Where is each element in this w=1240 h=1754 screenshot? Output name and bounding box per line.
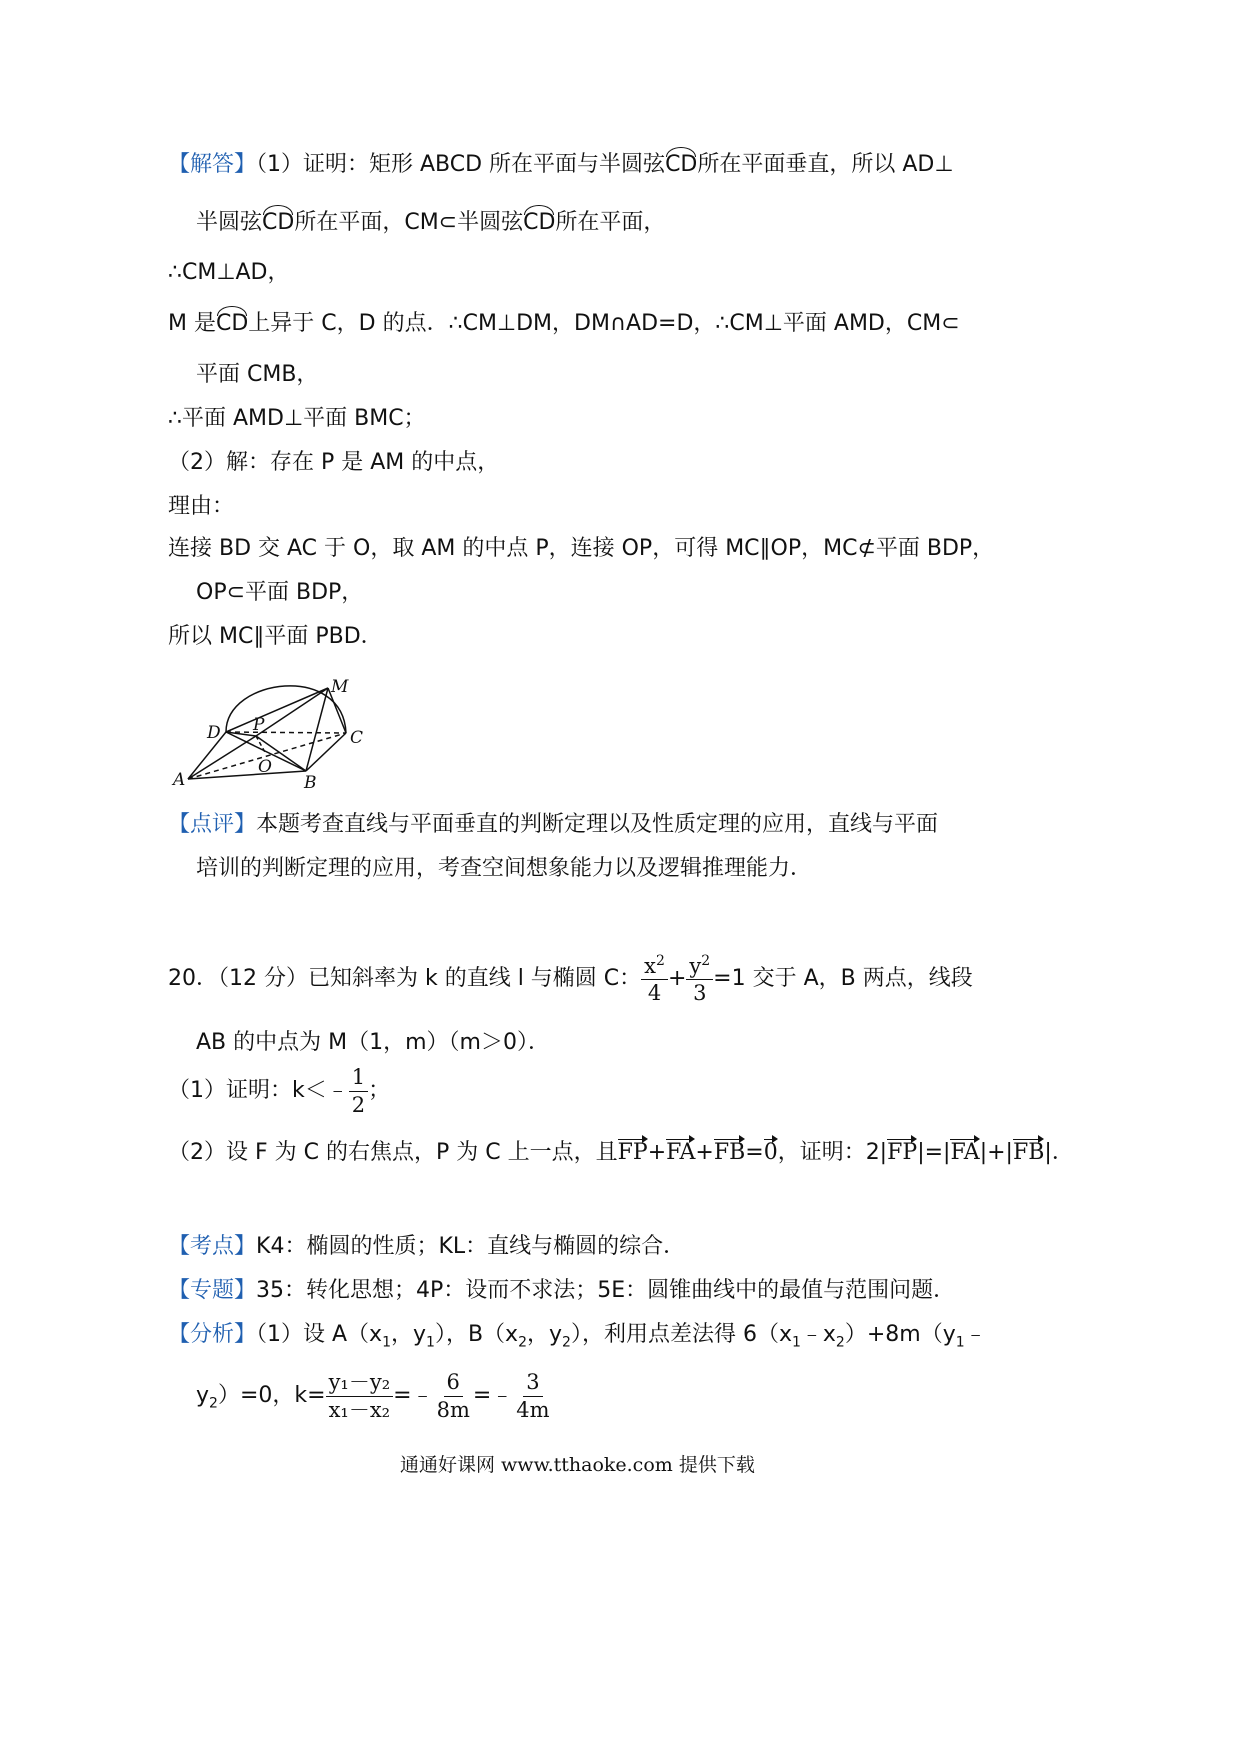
edge-dm (226, 688, 328, 732)
tag-answer: 【解答】 (168, 152, 257, 177)
vector-fb: FB (1012, 1140, 1045, 1165)
arc-cd: CD (665, 152, 698, 177)
fraction-one-half: $\frac{1}{2}$ (349, 1065, 368, 1116)
label-b: B (304, 773, 317, 793)
answer-line-11: 所以 MC∥平面 PBD． (168, 624, 383, 649)
fraction-y2-over-3: $\frac{y^2}{3}$ (686, 953, 713, 1005)
review-line-2: 培训的判断定理的应用，考查空间想象能力以及逻辑推理能力． (196, 856, 813, 881)
answer-line-9: 连接 BD 交 AC 于 O，取 AM 的中点 P，连接 OP，可得 MC∥OP，MC⊄平面 BDP， (168, 536, 995, 561)
q20-line-2: AB 的中点为 M（1，m）（m＞0）． (196, 1030, 550, 1055)
vector-fa: FA (666, 1140, 696, 1165)
answer-line-2: 半圆弦CD所在平面，CM⊂半圆弦CD所在平面， (196, 210, 666, 235)
q20-part-2: （2）设 F 为 C 的右焦点，P 为 C 上一点，且FP+FA+FB=0，证明：2|FP|=|FA|+|FB|． (168, 1140, 1074, 1165)
label-o: O (258, 757, 272, 777)
zhuanti-line: 【专题】35：转化思想；4P：设而不求法；5E：圆锥曲线中的最值与范围问题． (168, 1278, 956, 1303)
answer-line-7: （2）解：存在 P 是 AM 的中点， (168, 450, 500, 475)
edge-bc (306, 733, 346, 771)
answer-line-6: ∴平面 AMD⊥平面 BMC； (168, 406, 426, 431)
tag-review: 【点评】 (168, 812, 257, 837)
fraction-6-over-8m: $\frac{6}{8m}$ (436, 1370, 470, 1422)
arc-cd: CD (262, 210, 295, 235)
fraction-slope: $\frac{\text{y₁－y₂}}{\text{x₁－x₂}}$ (326, 1370, 394, 1421)
kaodian-line: 【考点】K4：椭圆的性质；KL：直线与椭圆的综合． (168, 1234, 686, 1259)
answer-line-3: ∴CM⊥AD， (168, 260, 290, 285)
label-m: M (331, 677, 349, 697)
tag-zhuanti: 【专题】 (168, 1278, 257, 1303)
answer-line-5: 平面 CMB， (196, 362, 319, 387)
q20-part-1: （1）证明：k＜﹣ $\frac{1}{2}$ ； (168, 1065, 391, 1117)
label-d: D (207, 723, 221, 743)
fenxi-line-1: 【分析】（1）设 $A(x_1$，$y_1$），$B(x_2$，$y_2$），利用点差法得 $6(x_1﹣x_2)+8m(y_1﹣$ (168, 1322, 987, 1351)
answer-line-1: 【解答】（1）证明：矩形 ABCD 所在平面与半圆弦CD所在平面垂直，所以 AD⊥ (168, 152, 954, 177)
answer-line-10: OP⊂平面 BDP， (196, 580, 364, 605)
answer-line-4: M 是CD上异于 C，D 的点．∴CM⊥DM，DM∩AD=D，∴CM⊥平面 AMD，CM⊂ (168, 311, 960, 336)
edge-ab (188, 771, 306, 779)
q20-line-1: 20．（12 分）已知斜率为 k 的直线 l 与椭圆 C： $\frac{x^2}{4}$ + $\frac{y^2}{3}$ =1 交于 A，B 两点，线段 (168, 952, 973, 1005)
tag-fenxi: 【分析】 (168, 1322, 257, 1347)
fenxi-line-2: $y_2)=0$，k= $\frac{\text{y₁－y₂}}{\text{x₁－x₂}}$ =﹣ $\frac{6}{8m}$ =﹣ $\frac{3}{4m}$ (196, 1366, 553, 1433)
fraction-x2-over-4: $\frac{x^2}{4}$ (641, 953, 668, 1005)
vector-fa: FA (950, 1140, 980, 1165)
edge-dc (226, 732, 346, 733)
arc-cd: CD (523, 210, 556, 235)
vector-fp: FP (887, 1140, 918, 1165)
arc-cd: CD (215, 311, 249, 336)
tag-kaodian: 【考点】 (168, 1234, 257, 1259)
review-line-1: 【点评】本题考查直线与平面垂直的判断定理以及性质定理的应用，直线与平面 (168, 812, 939, 837)
label-a: A (173, 770, 186, 790)
label-p: P (253, 715, 265, 735)
vector-fp: FP (617, 1140, 648, 1165)
fraction-3-over-4m: $\frac{3}{4m}$ (516, 1370, 550, 1422)
page-footer: 通通好课网 www.tthaoke.com 提供下载 (400, 1454, 755, 1476)
geometry-figure (168, 668, 378, 798)
label-c: C (350, 728, 364, 748)
vector-zero: 0 (763, 1140, 778, 1165)
answer-line-8: 理由： (168, 494, 235, 519)
vector-fb: FB (713, 1140, 746, 1165)
semicircle-arc (226, 686, 346, 733)
